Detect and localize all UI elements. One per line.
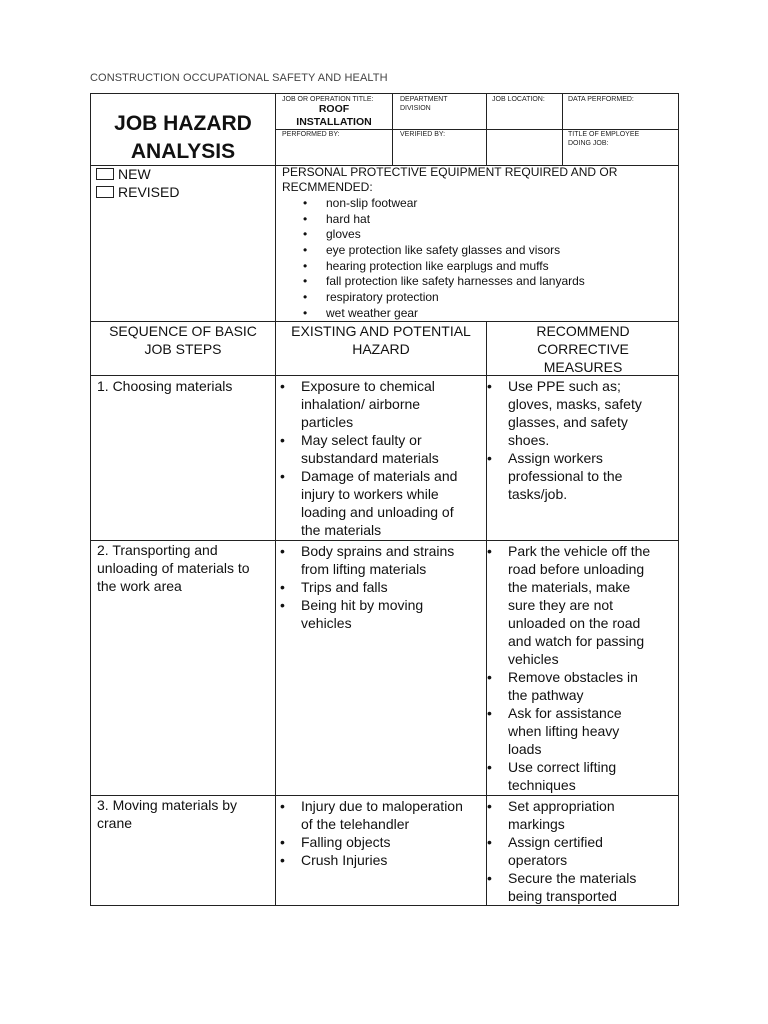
- measure-item: [483, 833, 677, 869]
- line: when lifting heavy: [508, 723, 620, 739]
- line: • Assign workers: [508, 450, 603, 466]
- header-line: JOB STEPS: [144, 341, 222, 357]
- job-location-label: JOB LOCATION:: [492, 96, 545, 103]
- line: • Trips and falls: [301, 579, 388, 595]
- step-line: 1. Choosing materials: [97, 378, 233, 394]
- verified-by-label: VERIFIED BY:: [400, 131, 446, 138]
- ppe-heading-line: RECMMENDED:: [282, 180, 373, 194]
- line: the pathway: [508, 687, 584, 703]
- measure-item: [483, 449, 677, 503]
- hazard-item: [276, 431, 484, 467]
- line: injury to workers while: [301, 486, 439, 502]
- ppe-heading: [282, 165, 674, 195]
- performed-by-label: PERFORMED BY:: [282, 131, 340, 138]
- document-header: CONSTRUCTION OCCUPATIONAL SAFETY AND HEALTH: [90, 72, 388, 84]
- new-option[interactable]: [96, 166, 151, 182]
- line: unloaded on the road: [508, 615, 641, 631]
- measure-item: [483, 542, 677, 668]
- line: vehicles: [508, 651, 559, 667]
- hazard-item: [276, 467, 484, 539]
- step-line: crane: [97, 815, 133, 831]
- line: techniques: [508, 777, 576, 793]
- header-line: EXISTING AND POTENTIAL: [291, 323, 471, 339]
- revised-option[interactable]: [96, 184, 179, 200]
- form-title: [91, 110, 275, 166]
- line: operators: [508, 852, 568, 868]
- ppe-list: [303, 196, 585, 322]
- header-line: CORRECTIVE: [537, 341, 629, 357]
- step-line: 2. Transporting and: [97, 542, 218, 558]
- ppe-item: • hearing protection like earplugs and muffs: [303, 259, 585, 275]
- title-employee-label-line: TITLE OF EMPLOYEE: [568, 131, 640, 138]
- steps-column-header: [91, 322, 275, 358]
- hazard-item: [276, 377, 484, 431]
- line: • Secure the materials: [508, 870, 637, 886]
- ppe-item: • wet weather gear: [303, 306, 585, 322]
- line: • Park the vehicle off the: [508, 543, 651, 559]
- department-label-line: DEPARTMENT: [400, 96, 448, 103]
- measure-list-3: [483, 797, 677, 905]
- job-title-value[interactable]: [280, 103, 388, 129]
- line: • Ask for assistance: [508, 705, 622, 721]
- measure-item: [483, 668, 677, 704]
- line: • Crush Injuries: [301, 852, 388, 868]
- line: professional to the: [508, 468, 623, 484]
- hazard-list-1: [276, 377, 484, 539]
- ppe-item: • respiratory protection: [303, 290, 585, 306]
- line: shoes.: [508, 432, 550, 448]
- ppe-item: • non-slip footwear: [303, 196, 585, 212]
- measure-list-1: [483, 377, 677, 503]
- hazard-column-header: [276, 322, 486, 358]
- title-employee-label-line: DOING JOB:: [568, 140, 609, 147]
- measure-list-2: [483, 542, 677, 794]
- line: • Use correct lifting: [508, 759, 617, 775]
- job-step-1: [97, 377, 232, 395]
- line: • Exposure to chemical: [301, 378, 435, 394]
- form-title-line: ANALYSIS: [130, 140, 236, 163]
- line: loading and unloading of: [301, 504, 454, 520]
- line: the materials, make: [508, 579, 631, 595]
- line: loads: [508, 741, 542, 757]
- job-step-3: [97, 796, 237, 832]
- hazard-list-2: [276, 542, 484, 632]
- line: • Falling objects: [301, 834, 391, 850]
- line: and watch for passing: [508, 633, 645, 649]
- header-line: SEQUENCE OF BASIC: [109, 323, 257, 339]
- line: tasks/job.: [508, 486, 568, 502]
- line: inhalation/ airborne: [301, 396, 421, 412]
- hazard-list-3: [276, 797, 484, 869]
- line: • Being hit by moving: [301, 597, 424, 613]
- new-label: NEW: [118, 166, 151, 182]
- form-title-line: JOB HAZARD: [114, 112, 252, 135]
- measure-item: [483, 797, 677, 833]
- measure-item: [483, 704, 677, 758]
- line: markings: [508, 816, 565, 832]
- header-line: HAZARD: [352, 341, 410, 357]
- measures-column-header: [487, 322, 679, 376]
- header-line: RECOMMEND: [536, 323, 630, 339]
- hazard-item: [276, 578, 484, 596]
- line: • Assign certified: [508, 834, 603, 850]
- line: • Injury due to maloperation: [301, 798, 463, 814]
- measure-item: [483, 377, 677, 449]
- job-title-label: JOB OR OPERATION TITLE:: [282, 96, 374, 103]
- hazard-item: [276, 797, 484, 833]
- job-title-value-line: INSTALLATION: [296, 116, 372, 128]
- ppe-item: • eye protection like safety glasses and visors: [303, 243, 585, 259]
- step-line: unloading of materials to: [97, 560, 250, 576]
- header-line: MEASURES: [543, 359, 623, 375]
- measure-item: [483, 758, 677, 794]
- line: particles: [301, 414, 354, 430]
- line: substandard materials: [301, 450, 439, 466]
- line: • Use PPE such as;: [508, 378, 621, 394]
- title-employee-label: [568, 130, 639, 148]
- ppe-item: • fall protection like safety harnesses and lanyards: [303, 274, 585, 290]
- ppe-item: • hard hat: [303, 212, 585, 228]
- line: gloves, masks, safety: [508, 396, 642, 412]
- line: being transported: [508, 888, 617, 904]
- line: from lifting materials: [301, 561, 427, 577]
- measure-item: [483, 869, 677, 905]
- data-performed-label: DATA PERFORMED:: [568, 96, 634, 103]
- hazard-item: [276, 851, 484, 869]
- revised-checkbox[interactable]: [96, 186, 114, 198]
- line: of the telehandler: [301, 816, 410, 832]
- ppe-item: • gloves: [303, 227, 585, 243]
- job-step-2: [97, 541, 250, 595]
- department-label: [400, 95, 448, 113]
- revised-label: REVISED: [118, 184, 180, 200]
- hazard-item: [276, 596, 484, 632]
- department-label-line: DIVISION: [400, 105, 431, 112]
- line: road before unloading: [508, 561, 645, 577]
- job-title-value-line: ROOF: [318, 103, 350, 115]
- line: • Remove obstacles in: [508, 669, 638, 685]
- line: glasses, and safety: [508, 414, 628, 430]
- step-line: the work area: [97, 578, 182, 594]
- line: • Body sprains and strains: [301, 543, 455, 559]
- ppe-heading-line: PERSONAL PROTECTIVE EQUIPMENT REQUIRED AND OR: [282, 165, 618, 179]
- line: the materials: [301, 522, 382, 538]
- line: • Set appropriation: [508, 798, 615, 814]
- line: • Damage of materials and: [301, 468, 458, 484]
- line: vehicles: [301, 615, 352, 631]
- hazard-item: [276, 833, 484, 851]
- hazard-item: [276, 542, 484, 578]
- step-line: 3. Moving materials by: [97, 797, 238, 813]
- line: sure they are not: [508, 597, 614, 613]
- new-checkbox[interactable]: [96, 168, 114, 180]
- line: • May select faulty or: [301, 432, 422, 448]
